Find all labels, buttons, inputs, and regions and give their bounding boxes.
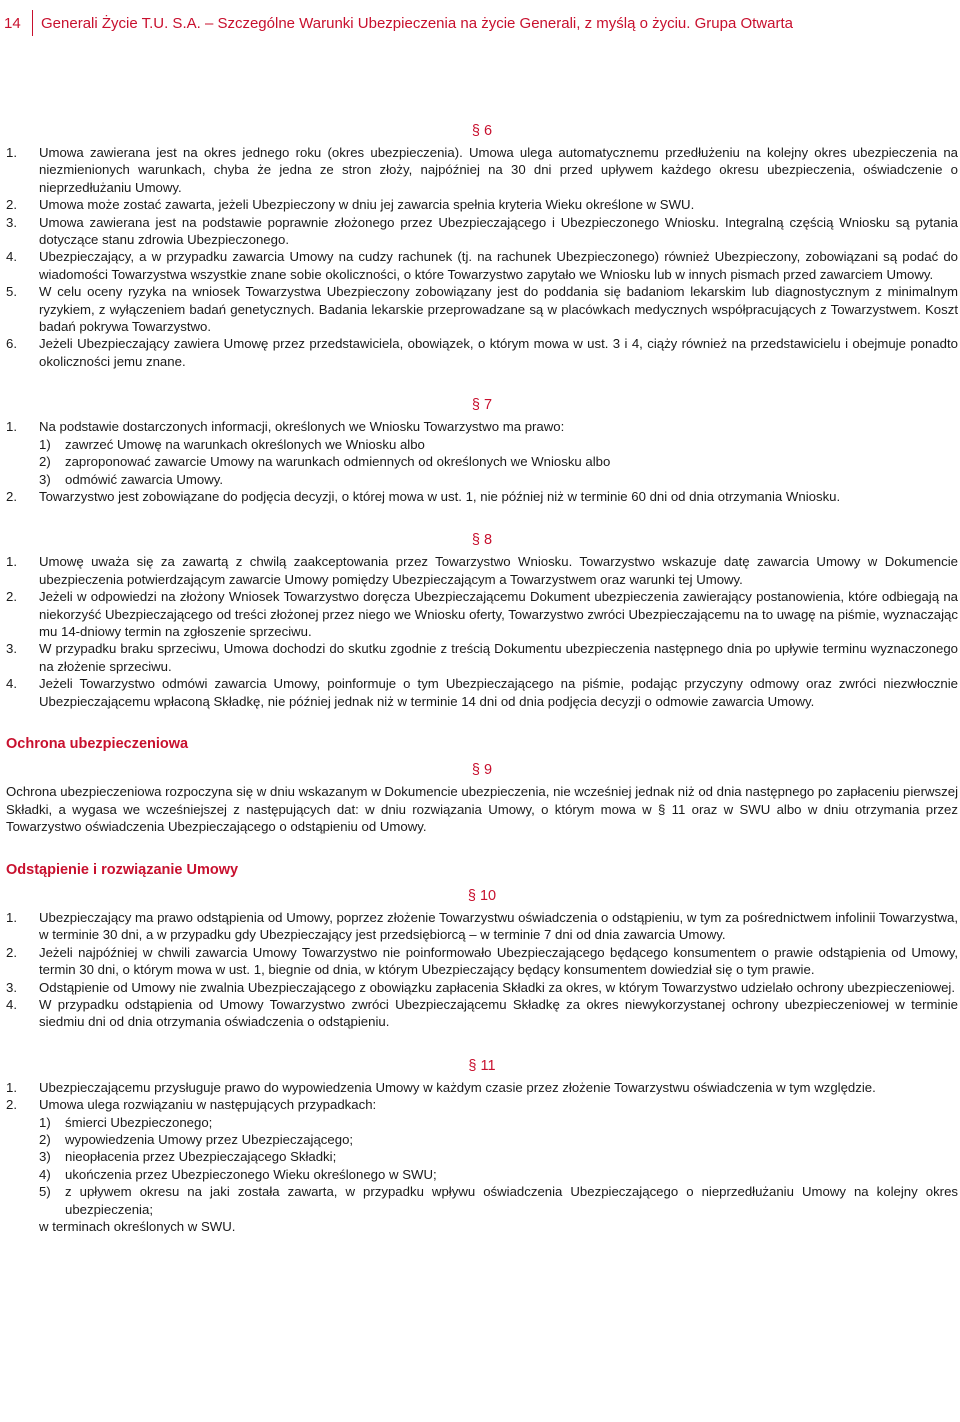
item-text: Jeżeli Ubezpieczający zawiera Umowę przez przedstawiciela, obowiązek, o którym mowa w ust. 3 i 4, ciąży również na przedstawicielu i obejmuje ponadto okoliczności jemu znane. xyxy=(39,336,958,369)
paragraph-heading-6: § 6 xyxy=(471,123,493,139)
item-text: Umowę uważa się za zawartą z chwilą zaakceptowania przez Towarzystwo Wniosku. Towarzystwo wskazuje datę zawarcia Umowy w Dokumencie ubezpieczenia potwierdzającym zawarcie Umowy pomiędzy Ubezpieczającym a Towarzystwem oraz warunki tej Umowy. xyxy=(39,554,958,587)
item-text: Jeżeli w odpowiedzi na złożony Wniosek Towarzystwo doręcza Ubezpieczającemu Dokument ubezpieczenia zawierający postanowienia, które odbiegają na niekorzyść Ubezpieczającego od treści złożonej przez niego we Wniosku oferty, Towarzystwo zwróci Ubezpieczającemu na to uwagę na piśmie, wyznaczając mu 14-dniowy termin na zgłoszenie sprzeciwu. xyxy=(39,589,958,639)
item-number: 1. xyxy=(6,554,17,570)
item-text: Umowa ulega rozwiązaniu w następujących przypadkach: xyxy=(39,1097,377,1113)
list-item xyxy=(6,418,958,435)
paragraph-8 xyxy=(6,553,958,710)
paragraph-heading-10: § 10 xyxy=(467,888,497,904)
sub-item-text: śmierci Ubezpieczonego; xyxy=(65,1114,213,1130)
item-number: 3. xyxy=(6,641,17,657)
item-number: 5. xyxy=(6,284,17,300)
paragraph-10 xyxy=(6,909,958,1031)
paragraph-heading-8: § 8 xyxy=(471,532,493,549)
sub-item xyxy=(6,436,958,453)
sub-item xyxy=(6,471,958,488)
list-item xyxy=(6,488,958,505)
sub-item-text: zawrzeć Umowę na warunkach określonych we Wniosku albo xyxy=(65,436,425,452)
paragraph-heading-9: § 9 xyxy=(471,762,493,779)
list-item xyxy=(6,675,958,710)
sub-item xyxy=(6,1148,958,1165)
sub-item-text: wypowiedzenia Umowy przez Ubezpieczającego; xyxy=(65,1132,354,1148)
item-text: Umowa zawierana jest na podstawie poprawnie złożonego przez Ubezpieczającego i Ubezpieczonego Wniosku. Integralną częścią Wniosku są pytania dotyczące stanu zdrowia Ubezpieczonego. xyxy=(39,214,958,248)
sub-item-number: 3) xyxy=(39,1149,51,1165)
item-number: 6. xyxy=(6,336,17,352)
sub-item xyxy=(6,1183,958,1218)
paragraph-7 xyxy=(6,418,958,505)
sub-item-number: 2) xyxy=(39,1132,51,1148)
paragraph-9-text: Ochrona ubezpieczeniowa rozpoczyna się w dniu wskazanym w Dokumencie ubezpieczenia, nie wcześniej jednak niż od dnia następnego po zapłaceniu pierwszej Składki, a wygasa we wcześniejszej z następujących dat: w dniu rozwiązania Umowy, o którym mowa w § 11 oraz w SWU albo w dniu otrzymania przez Towarzystwo oświadczenia Ubezpieczającego o odstąpieniu od Umowy. xyxy=(6,784,958,835)
list-item xyxy=(6,335,958,370)
list-item xyxy=(6,996,958,1031)
item-text: Ubezpieczający, a w przypadku zawarcia Umowy na cudzy rachunek (tj. na rachunek Ubezpieczonego) również Ubezpieczony, zobowiązani są podać do wiadomości Towarzystwa wszystkie znane sobie okoliczności, o które Towarzystwo zapytało we Wniosku lub w innych pismach przed zawarciem Umowy. xyxy=(39,249,958,282)
page-number: 14 xyxy=(4,14,21,32)
paragraph-heading-11: § 11 xyxy=(468,1057,496,1074)
sub-item-number: 5) xyxy=(39,1184,51,1200)
item-text: W przypadku odstąpienia od Umowy Towarzystwo zwróci Ubezpieczającemu Składkę za okres niewykorzystanej ochrony ubezpieczeniowej w terminie siedmiu dni od dnia otrzymania oświadczenia o odstąpieniu. xyxy=(39,997,958,1030)
list-item xyxy=(6,196,958,213)
section-title-ochrona: Ochrona ubezpieczeniowa xyxy=(6,735,189,752)
list-item xyxy=(6,640,958,675)
list-item xyxy=(6,144,958,196)
sub-item xyxy=(6,1114,958,1131)
sub-item-number: 3) xyxy=(39,471,51,487)
item-number: 2. xyxy=(6,488,17,504)
item-number: 1. xyxy=(6,910,17,925)
list-item xyxy=(6,1096,958,1113)
paragraph-11 xyxy=(6,1079,958,1236)
item-text: Ubezpieczający ma prawo odstąpienia od Umowy, poprzez złożenie Towarzystwu oświadczenia o odstąpieniu, w tym za pośrednictwem infolinii Towarzystwa, w terminie 30 dni, a w przypadku gdy Ubezpieczający jest przedsiębiorcą – w terminie 7 dni od dnia zawarcia Umowy. xyxy=(39,910,958,943)
item-number: 4. xyxy=(6,676,17,692)
document-body xyxy=(6,118,958,1236)
item-text: W celu oceny ryzyka na wniosek Towarzystwa Ubezpieczony zobowiązany jest do poddania się badaniom lekarskim lub diagnostycznym z minimalnym ryzykiem, z wyłączeniem badań genetycznych. Badania lekarskie przeprowadzane są w placówkach medycznych współpracujących z Towarzystwem. Koszt badań pokrywa Towarzystwo. xyxy=(39,284,958,335)
item-number: 2. xyxy=(6,944,17,960)
sub-item-number: 2) xyxy=(39,454,51,470)
sub-item xyxy=(6,453,958,470)
item-text: Na podstawie dostarczonych informacji, określonych we Wniosku Towarzystwo ma prawo: xyxy=(39,419,565,435)
item-text: Umowa zawierana jest na okres jednego roku (okres ubezpieczenia). Umowa ulega automatycznemu przedłużeniu na kolejny okres ubezpieczenia na niezmienionych warunkach, chyba że jedna ze stron złoży, najpóźniej na 30 dni przed upływem każdego okresu ubezpieczenia, oświadczenie o nieprzedłużaniu Umowy. xyxy=(39,145,958,195)
item-text: Ubezpieczającemu przysługuje prawo do wypowiedzenia Umowy w każdym czasie przez złożenie Towarzystwu oświadczenia w tym względzie. xyxy=(39,1079,876,1095)
page-header xyxy=(4,10,960,36)
item-number: 4. xyxy=(6,997,17,1013)
item-number: 4. xyxy=(6,249,17,265)
trailing-text: w terminach określonych w SWU. xyxy=(39,1219,236,1235)
list-item xyxy=(6,909,958,944)
list-item xyxy=(6,553,958,588)
item-number: 1. xyxy=(6,1079,17,1095)
list-item xyxy=(6,214,958,249)
item-text: Towarzystwo jest zobowiązane do podjęcia decyzji, o której mowa w ust. 1, nie później niż w terminie 60 dni od dnia otrzymania Wniosku. xyxy=(39,488,841,504)
item-text: Odstąpienie od Umowy nie zwalnia Ubezpieczającego z obowiązku zapłacenia Składki za okres, w którym Towarzystwo udzielało ochrony ubezpieczeniowej. xyxy=(39,979,956,995)
item-number: 2. xyxy=(6,1097,17,1113)
item-text: W przypadku braku sprzeciwu, Umowa dochodzi do skutku zgodnie z treścią Dokumentu ubezpieczenia następnego dnia po upływie terminu wyznaczonego na złożenie sprzeciwu. xyxy=(39,641,958,674)
list-item xyxy=(6,979,958,996)
sub-item-text: z upływem okresu na jaki została zawarta, w przypadku wpływu oświadczenia Ubezpieczającego o nieprzedłużaniu Umowy na kolejny okres ubezpieczenia; xyxy=(65,1184,958,1217)
item-number: 2. xyxy=(6,197,17,213)
sub-item-text: ukończenia przez Ubezpieczonego Wieku określonego w SWU; xyxy=(65,1166,437,1182)
list-item xyxy=(6,248,958,283)
sub-item-text: odmówić zawarcia Umowy. xyxy=(65,471,224,487)
item-text: Umowa może zostać zawarta, jeżeli Ubezpieczony w dniu jej zawarcia spełnia kryteria Wieku określone w SWU. xyxy=(39,197,695,213)
sub-item xyxy=(6,1166,958,1183)
sub-item-number: 1) xyxy=(39,436,51,452)
item-number: 1. xyxy=(6,419,17,435)
sub-item-text: nieopłacenia przez Ubezpieczającego Składki; xyxy=(65,1149,337,1165)
sub-item-number: 4) xyxy=(39,1166,51,1182)
header-title: Generali Życie T.U. S.A. – Szczególne Warunki Ubezpieczenia na życie Generali, z myślą o życiu. Grupa Otwarta xyxy=(41,14,793,32)
sub-item-text: zaproponować zawarcie Umowy na warunkach odmiennych od określonych we Wniosku albo xyxy=(65,454,611,470)
item-number: 3. xyxy=(6,214,17,230)
section-title-odstapienie: Odstąpienie i rozwiązanie Umowy xyxy=(6,861,239,878)
item-text: Jeżeli najpóźniej w chwili zawarcia Umowy Towarzystwo nie poinformowało Ubezpieczającego będącego konsumentem o prawie odstąpienia od Umowy, termin 30 dni, o którym mowa w ust. 1, biegnie od dnia, w którym Ubezpieczający będący konsumentem dowiedział się o tym prawie. xyxy=(39,944,958,978)
list-item xyxy=(6,944,958,979)
list-item xyxy=(6,1079,958,1096)
item-text: Jeżeli Towarzystwo odmówi zawarcia Umowy, poinformuje o tym Ubezpieczającego na piśmie, podając przyczyny odmowy oraz zwróci niezwłocznie Ubezpieczającemu wpłaconą Składkę, nie później jednak niż w terminie 14 dni od dnia podjęcia decyzji o odmowie zawarcia Umowy. xyxy=(39,676,958,709)
item-number: 1. xyxy=(6,145,17,160)
sub-item xyxy=(6,1131,958,1148)
sub-item-number: 1) xyxy=(39,1114,51,1130)
header-divider xyxy=(32,10,33,36)
item-number: 2. xyxy=(6,589,17,605)
list-item xyxy=(6,283,958,335)
paragraph-6 xyxy=(6,144,958,370)
list-item xyxy=(6,588,958,640)
item-number: 3. xyxy=(6,979,17,995)
paragraph-heading-7: § 7 xyxy=(471,397,493,414)
